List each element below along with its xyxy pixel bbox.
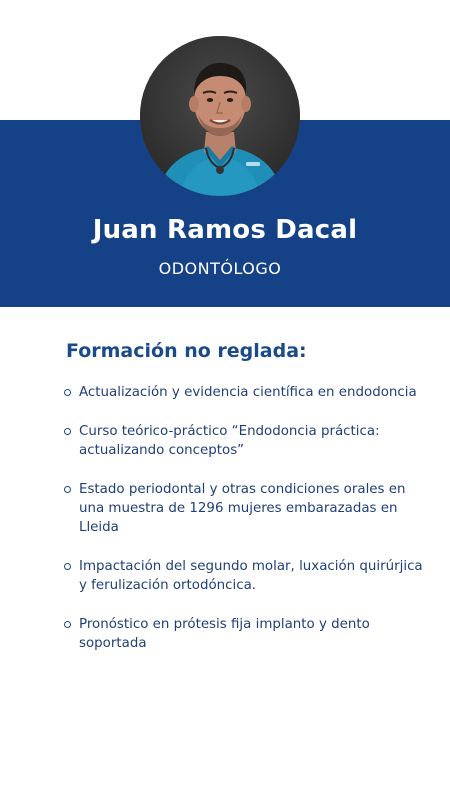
circle-bullet-icon [64, 428, 71, 435]
list-item [64, 557, 424, 595]
person-role: ODONTÓLOGO [158, 259, 282, 278]
circle-bullet-icon [64, 389, 71, 396]
list-item-text: Estado periodontal y otras condiciones orales en una muestra de 1296 mujeres embarazadas en Lleida [79, 482, 406, 535]
list-item-text: Pronóstico en prótesis fija implanto y dento soportada [79, 617, 370, 651]
portrait-photo [140, 36, 300, 196]
list-item-text: Actualización y evidencia científica en endodoncia [79, 385, 417, 400]
circle-bullet-icon [64, 486, 71, 493]
avatar [140, 36, 300, 196]
person-name: Juan Ramos Dacal [92, 215, 358, 245]
list-item [64, 383, 424, 402]
circle-bullet-icon [64, 563, 71, 570]
section-title: Formación no reglada: [66, 340, 307, 362]
list-item-text: Curso teórico-práctico “Endodoncia práctica: actualizando conceptos” [79, 424, 380, 458]
circle-bullet-icon [64, 621, 71, 628]
list-item [64, 480, 424, 537]
training-list [64, 383, 424, 673]
list-item [64, 422, 424, 460]
list-item-text: Impactación del segundo molar, luxación quirúrjica y ferulización ortodóncica. [79, 559, 423, 593]
list-item [64, 615, 424, 653]
